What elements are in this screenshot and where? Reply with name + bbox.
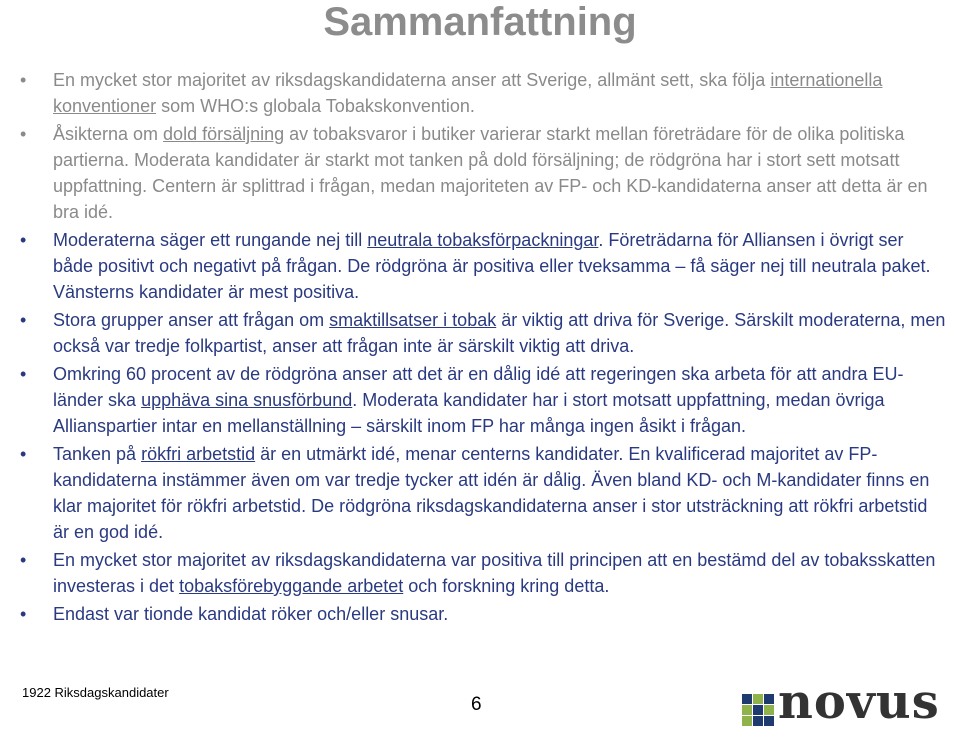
- logo-square: [753, 705, 763, 715]
- logo-square: [742, 694, 752, 704]
- logo-square: [742, 716, 752, 726]
- summary-bullet: [18, 441, 948, 545]
- bullet-dot-icon: •: [20, 364, 27, 384]
- bullet-dot-icon: •: [20, 550, 27, 570]
- bullet-dot-icon: •: [20, 444, 27, 464]
- bullet-text: Moderaterna säger ett rungande nej till: [53, 230, 368, 250]
- logo-square: [764, 694, 774, 704]
- summary-bullet: [18, 67, 948, 119]
- summary-bullet-list: [18, 67, 948, 629]
- logo-squares-icon: [742, 694, 774, 726]
- bullet-text: Tanken på: [53, 444, 142, 464]
- summary-bullet: [18, 547, 948, 599]
- bullet-text: är viktig att driva för Sverige. Särskilt moderaterna, men också var tredje folkpartist, anser att frågan inte är särskilt viktig att driva.: [53, 310, 946, 356]
- summary-bullet: [18, 121, 948, 225]
- bullet-dot-icon: •: [20, 310, 27, 330]
- footer-source: 1922 Riksdagskandidater: [22, 685, 169, 700]
- slide-title: Sammanfattning: [323, 0, 637, 44]
- underlined-term: internationella konventioner: [53, 70, 883, 116]
- bullet-text: En mycket stor majoritet av riksdagskandidaterna var positiva till principen att en bestämd del av tobaksskatten investeras i det: [53, 550, 936, 596]
- summary-bullet: [18, 601, 948, 627]
- bullet-text: En mycket stor majoritet av riksdagskandidaterna anser att Sverige, allmänt sett, ska följa: [53, 70, 771, 90]
- bullet-text: Endast var tionde kandidat röker och/eller snusar.: [53, 604, 449, 624]
- underlined-term: upphäva sina snusförbund: [141, 390, 353, 410]
- underlined-term: dold försäljning: [163, 124, 285, 144]
- bullet-text: är en utmärkt idé, menar centerns kandidater. En kvalificerad majoritet av FP-kandidaterna instämmer även om var tredje tycker att idén är dålig. Även bland KD- och M-kandidater finns en klar majoritet för rökfri arbetstid. De rödgröna riksdagskandidaterna anser i stor utsträckning att rökfri arbetstid är en god idé.: [53, 444, 930, 542]
- summary-bullet: [18, 227, 948, 305]
- underlined-term: rökfri arbetstid: [141, 444, 256, 464]
- bullet-text: . Moderata kandidater har i stort motsatt uppfattning, medan övriga Allianspartier intar en mellanställning – särskilt inom FP har många ingen åsikt i frågan.: [53, 390, 885, 436]
- bullet-text: Omkring 60 procent av de rödgröna anser att det är en dålig idé att regeringen ska arbeta för att andra EU-länder ska: [53, 364, 904, 410]
- logo-square: [764, 716, 774, 726]
- bullet-text: som WHO:s globala Tobakskonvention.: [156, 96, 475, 116]
- novus-logo: [742, 674, 956, 730]
- bullet-text: Stora grupper anser att frågan om: [53, 310, 330, 330]
- bullet-text: och forskning kring detta.: [403, 576, 610, 596]
- logo-square: [753, 694, 763, 704]
- bullet-dot-icon: •: [20, 124, 27, 144]
- logo-square: [764, 705, 774, 715]
- underlined-term: neutrala tobaksförpackningar: [367, 230, 599, 250]
- summary-bullet: [18, 361, 948, 439]
- logo-wordmark: novus: [778, 674, 940, 730]
- bullet-text: . Företrädarna för Alliansen i övrigt ser både positivt och negativt på frågan. De rödgröna är positiva eller tveksamma – få säger nej till neutrala paket. Vänsterns kandidater är mest positiva.: [53, 230, 931, 302]
- underlined-term: tobaksförebyggande arbetet: [179, 576, 404, 596]
- bullet-dot-icon: •: [20, 230, 27, 250]
- bullet-text: Åsikterna om: [53, 124, 164, 144]
- underlined-term: smaktillsatser i tobak: [329, 310, 497, 330]
- bullet-text: av tobaksvaror i butiker varierar starkt mellan företrädare för de olika politiska partierna. Moderata kandidater är starkt mot tanken på dold försäljning; de rödgröna har i stort sett motsatt uppfattning. Centern är splittrad i frågan, medan majoriteten av FP- och KD-kandidaterna anser att detta är en bra idé.: [53, 124, 928, 222]
- page-number: 6: [471, 694, 482, 715]
- logo-square: [753, 716, 763, 726]
- bullet-dot-icon: •: [20, 604, 27, 624]
- logo-square: [742, 705, 752, 715]
- bullet-dot-icon: •: [20, 70, 27, 90]
- summary-bullet: [18, 307, 948, 359]
